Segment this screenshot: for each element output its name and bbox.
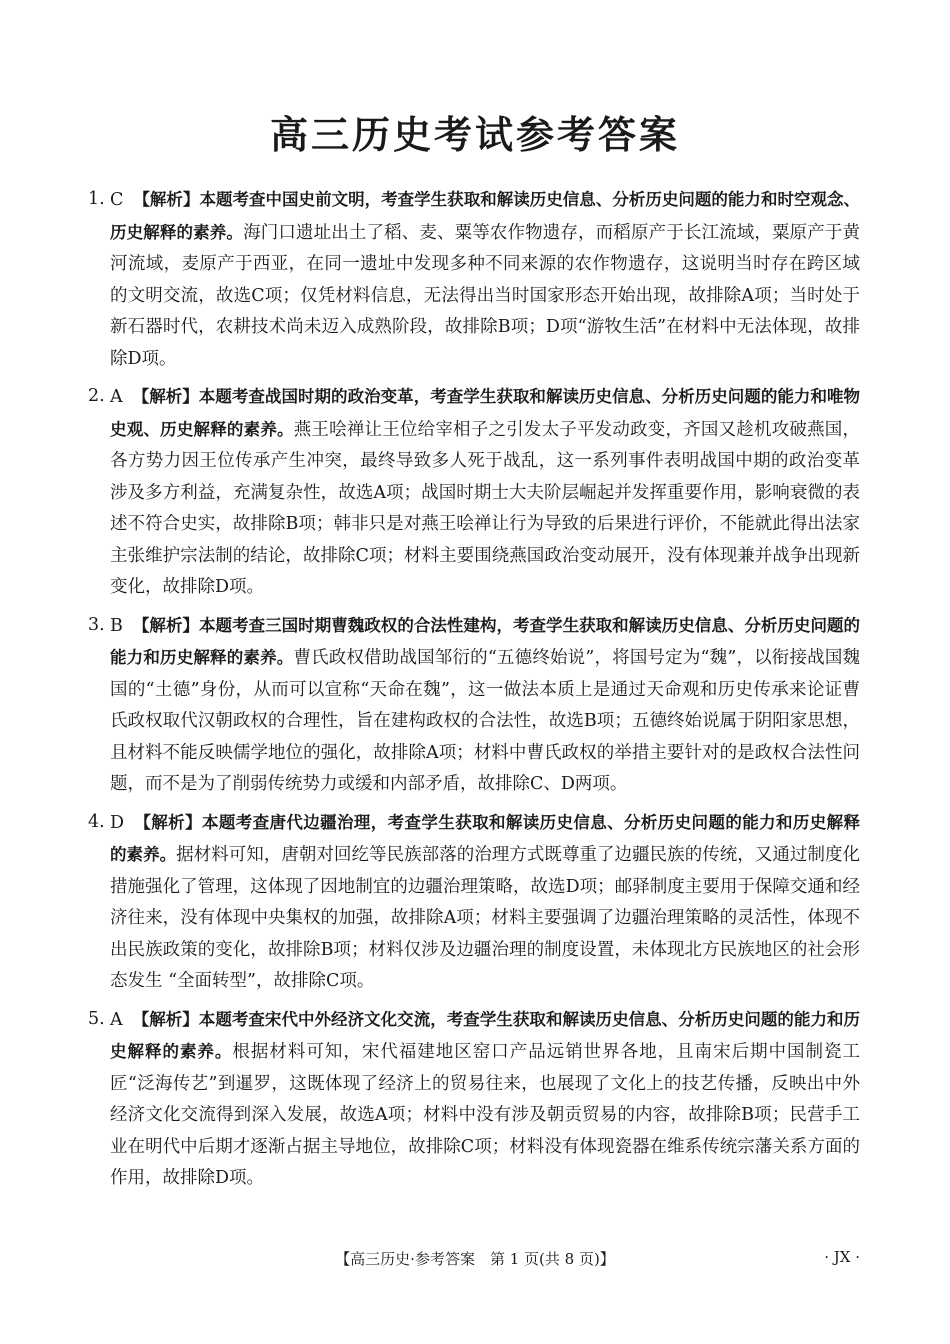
question-number: 2. [88,386,105,406]
answer-item-4 [88,807,860,998]
analysis-body: 根据材料可知，宋代福建地区窑口产品远销世界各地，且南宋后期中国制瓷工匠“泛海传艺”到暹罗，这既体现了经济上的贸易往来，也展现了文化上的技艺传播，反映出中外经济文化交流得到深入发展，故选A项；材料中没有涉及朝贡贸易的内容，故排除B项；民营手工业在明代中后期才逐渐占据主导地位，故排除C项；材料没有体现瓷器在维系传统宗藩关系方面的作用，故排除D项。 [110,1042,861,1188]
page-footer [0,1248,950,1274]
analysis-lead: 本题考查唐代边疆治理，考查学生获取和解读历史信息、分析历史问题的能力和历史解释的素养。 [110,812,861,864]
analysis-tag: 【解析】 [134,812,202,832]
question-number: 5. [88,1008,105,1029]
answer-choice: A [110,387,123,407]
answer-list [88,184,860,1201]
analysis-lead: 本题考查战国时期的政治变革，考查学生获取和解读历史信息、分析历史问题的能力和唯物史观、历史解释的素养。 [110,387,861,439]
answer-choice: D [110,812,125,833]
analysis-body: 曹氏政权借助战国邹衍的“五德终始说”，将国号定为“魏”，以衔接战国魏国的“土德”身份，从而可以宣称“天命在魏”，这一做法本质上是通过天命观和历史传承来论证曹氏政权取代汉朝政权的合理性，旨在建构政权的合法性，故选B项；五德终始说属于阴阳家思想，且材料不能反映儒学地位的强化，故排除A项；材料中曹氏政权的举措主要针对的是政权合法性问题，而不是为了削弱传统势力或缓和内部矛盾，故排除C、D两项。 [110,648,860,794]
analysis-body: 据材料可知，唐朝对回纥等民族部落的治理方式既尊重了边疆民族的传统，又通过制度化措施强化了管理，这体现了因地制宜的边疆治理策略，故选D项；邮驿制度主要用于保障交通和经济往来，没有体现中央集权的加强，故排除A项；材料主要强调了边疆治理策略的灵活性，体现不出民族政策的变化，故排除B项；材料仅涉及边疆治理的制度设置，未体现北方民族地区的社会形态发生 “全面转型”，故排除C项。 [110,845,861,991]
analysis-tag: 【解析】 [132,615,200,635]
answer-choice: C [110,190,124,210]
analysis-lead: 本题考查三国时期曹魏政权的合法性建构，考查学生获取和解读历史信息、分析历史问题的能力和历史解释的素养。 [110,615,861,667]
footer-code: · JX · [824,1248,860,1266]
footer-page-info: 【高三历史·参考答案 第 1 页(共 8 页)】 [335,1250,615,1268]
analysis-lead: 本题考查中国史前文明，考查学生获取和解读历史信息、分析历史问题的能力和时空观念、历史解释的素养。 [110,190,861,242]
answer-item-5 [88,1004,860,1195]
answer-item-3 [88,610,860,801]
question-number: 4. [88,811,105,832]
analysis-body: 燕王哙禅让王位给宰相子之引发太子平发动政变，齐国又趁机攻破燕国，各方势力因王位传承产生冲突，最终导致多人死于战乱，这一系列事件表明战国中期的政治变革涉及多方利益，充满复杂性，故选A项；战国时期士大夫阶层崛起并发挥重要作用，影响衰微的表述不符合史实，故排除B项；韩非只是对燕王哙禅让行为导致的后果进行评价，不能就此得出法家主张维护宗法制的结论，故排除C项；材料主要围绕燕国政治变动展开，没有体现兼并战争出现新变化，故排除D项。 [110,419,861,597]
analysis-tag: 【解析】 [132,387,199,406]
answer-choice: A [110,1009,123,1030]
question-number: 1. [88,189,105,209]
question-number: 3. [88,614,105,635]
answer-item-1 [88,184,860,375]
page-title: 高三历史考试参考答案 [269,113,680,157]
answer-item-2 [88,381,860,604]
analysis-tag: 【解析】 [132,1009,199,1029]
answer-choice: B [110,615,123,636]
analysis-body: 海门口遗址出土了稻、麦、粟等农作物遗存，而稻原产于长江流域，粟原产于黄河流域，麦原产于西亚，在同一遗址中发现多种不同来源的农作物遗存，这说明当时存在跨区域的文明交流，故选C项；仅凭材料信息，无法得出当时国家形态开始出现，故排除A项；当时处于新石器时代，农耕技术尚未迈入成熟阶段，故排除B项；D项“游牧生活”在材料中无法体现，故排除D项。 [110,222,861,369]
analysis-lead: 本题考查宋代中外经济文化交流，考查学生获取和解读历史信息、分析历史问题的能力和历史解释的素养。 [110,1009,861,1061]
analysis-tag: 【解析】 [133,190,200,209]
